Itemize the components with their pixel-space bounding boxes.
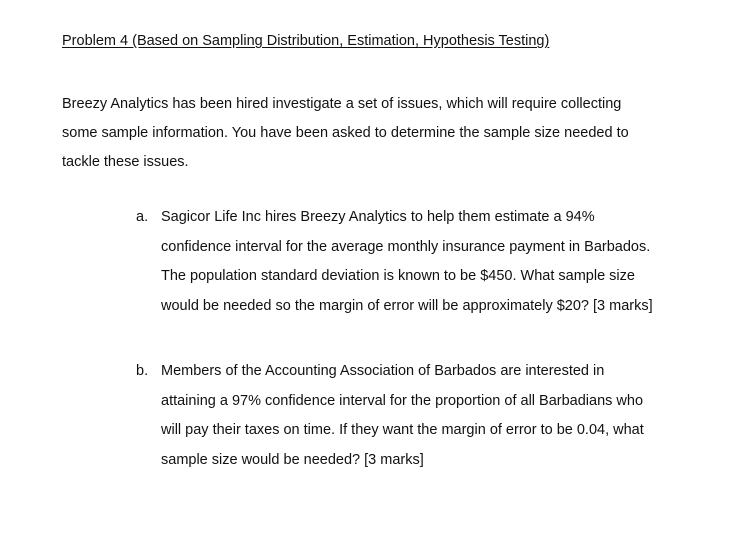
question-a-line: confidence interval for the average monthly insurance payment in Barbados. [161, 238, 651, 255]
question-a-marker: a. [136, 209, 149, 225]
question-b-line: will pay their taxes on time. If they want the margin of error to be 0.04, what [161, 422, 644, 438]
question-a-line: would be needed so the margin of error will be approximately $20? [3 marks] [161, 297, 653, 314]
question-b-line: sample size would be needed? [3 marks] [161, 451, 424, 468]
question-a-text [161, 203, 721, 321]
question-a-line: Sagicor Life Inc hires Breezy Analytics to help them estimate a 94% [161, 209, 595, 225]
intro-paragraph [62, 90, 702, 177]
problem-title: Problem 4 (Based on Sampling Distribution, Estimation, Hypothesis Testing) [62, 33, 550, 49]
question-b-line: Members of the Accounting Association of Barbados are interested in [161, 363, 605, 379]
intro-line: Breezy Analytics has been hired investigate a set of issues, which will require collecting [62, 96, 622, 112]
intro-line: some sample information. You have been asked to determine the sample size needed to [62, 125, 629, 141]
intro-line: tackle these issues. [62, 154, 189, 170]
question-b-text [161, 357, 721, 475]
question-b-line: attaining a 97% confidence interval for the proportion of all Barbadians who [161, 392, 644, 409]
question-a-line: The population standard deviation is known to be $450. What sample size [161, 268, 635, 284]
question-b-marker: b. [136, 363, 149, 379]
